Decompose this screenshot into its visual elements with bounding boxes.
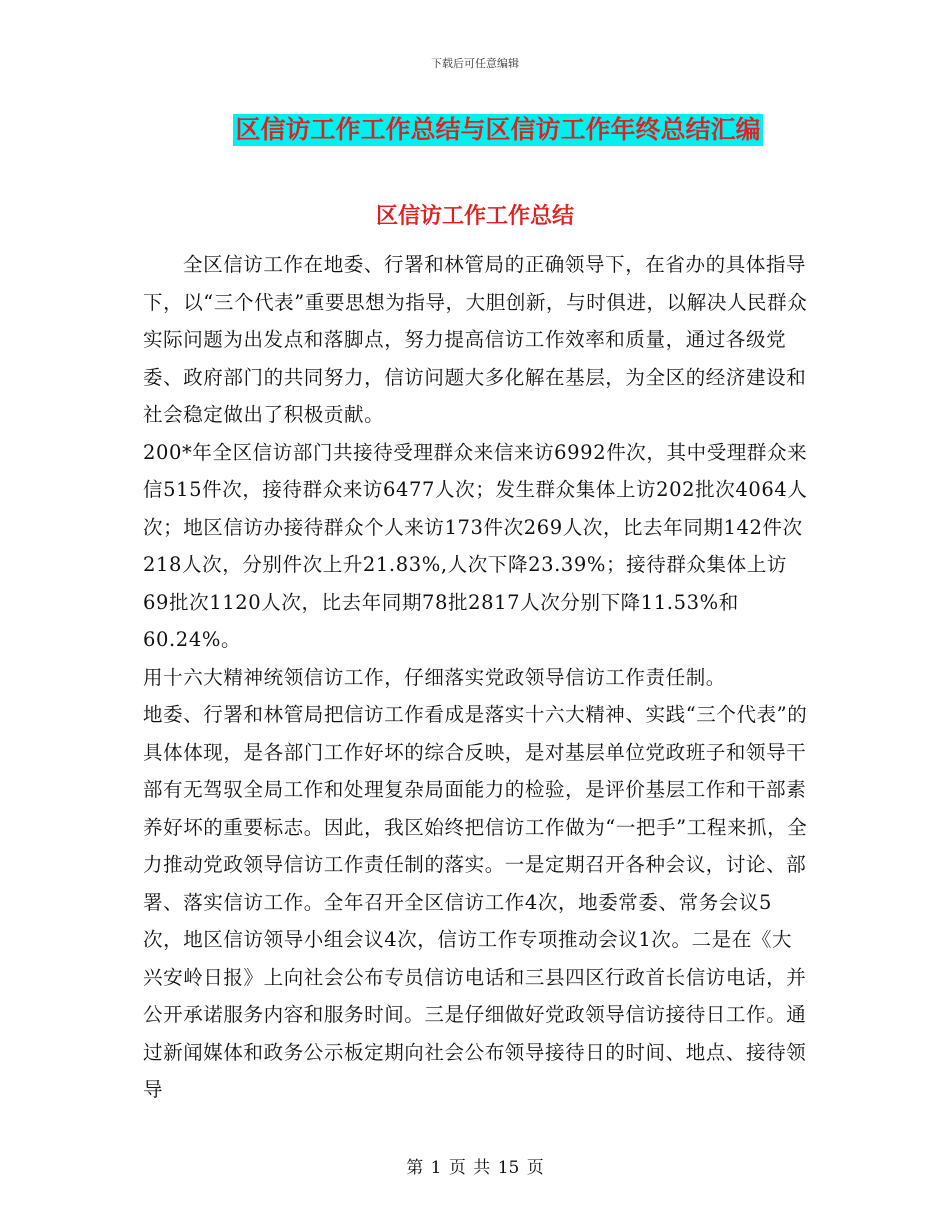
paragraph-heading: 用十六大精神统领信访工作，仔细落实党政领导信访工作责任制。 <box>143 665 726 689</box>
paragraph-responsibility: 地委、行署和林管局把信访工作看成是落实十六大精神、实践“三个代表”的具体体现，是各部门工作好坏的综合反映，是对基层单位党政班子和领导干部有无驾驭全局工作和处理复杂局面能力的检验，是评价基层工作和干部素养好坏的重要标志。因此，我区始终把信访工作做为“一把手”工程来抓，全力推动党政领导信访工作责任制的落实。一是定期召开各种会议，讨论、部署、落实信访工作。全年召开全区信访工作4次，地委常委、常务会议5次，地区信访领导小组会议4次，信访工作专项推动会议1次。二是在《大兴安岭日报》上向社会公布专员信访电话和三县四区行政首长信访电话，并公开承诺服务内容和服务时间。三是仔细做好党政领导信访接待日工作。通过新闻媒体和政务公示板定期向社会公布领导接待日的时间、地点、接待领导 <box>143 703 808 1101</box>
document-main-title: 区信访工作工作总结与区信访工作年终总结汇编 <box>235 115 761 144</box>
download-note: 下载后可任意编辑 <box>431 57 519 70</box>
paragraph-statistics: 200*年全区信访部门共接待受理群众来信来访6992件次，其中受理群众来信515件次，接待群众来访6477人次；发生群众集体上访202批次4064人次；地区信访办接待群众个人来访173件次269人次，比去年同期142件次218人次，分别件次上升21.83%,人次下降23.39%；接待群众集体上访69批次1120人次，比去年同期78批2817人次分别下降11.53%和60.24%。 <box>143 440 808 651</box>
paragraph-intro: 全区信访工作在地委、行署和林管局的正确领导下，在省办的具体指导下，以“三个代表”重要思想为指导，大胆创新，与时俱进，以解决人民群众实际问题为出发点和落脚点，努力提高信访工作效率和质量，通过各级党委、政府部门的共同努力，信访问题大多化解在基层，为全区的经济建设和社会稳定做出了积极贡献。 <box>143 253 808 426</box>
section-title: 区信访工作工作总结 <box>375 203 574 229</box>
main-title-container <box>0 114 950 146</box>
page-number: 第 1 页 共 15 页 <box>406 1158 544 1178</box>
document-body <box>143 246 808 1109</box>
